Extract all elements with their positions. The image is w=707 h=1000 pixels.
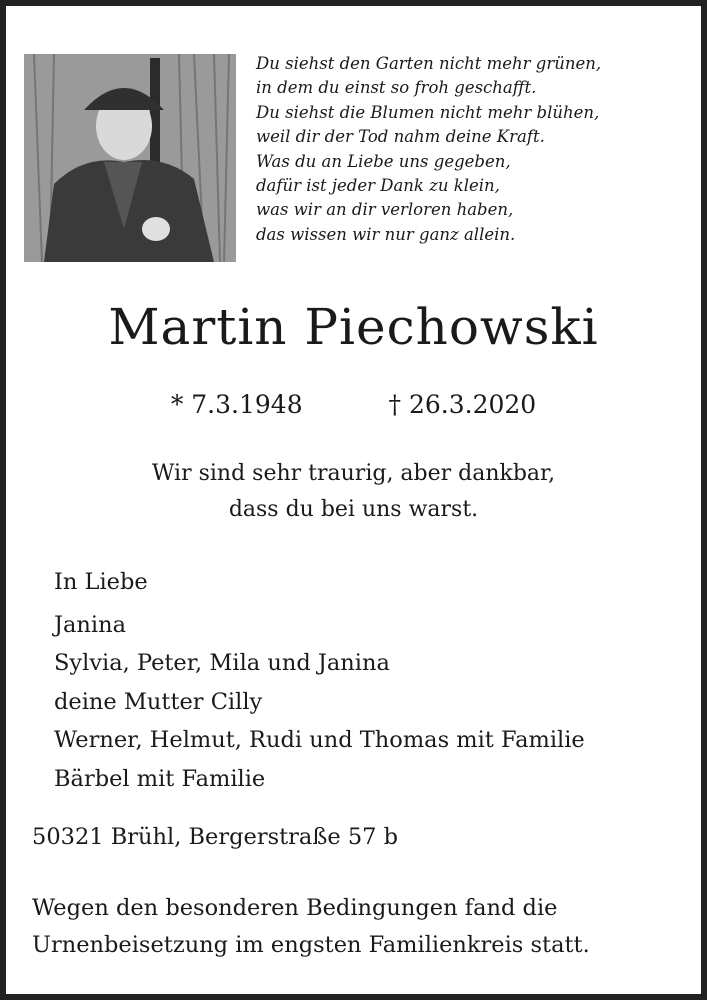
- mourning-quote: [6, 456, 701, 528]
- mourner-line: deine Mutter Cilly: [54, 688, 263, 715]
- burial-notice: [32, 890, 590, 964]
- death-date: 26.3.2020: [408, 390, 537, 419]
- quote-line: Wir sind sehr traurig, aber dankbar,: [151, 461, 556, 486]
- mourner-line: Werner, Helmut, Rudi und Thomas mit Familie: [54, 727, 585, 753]
- notice-line: Urnenbeisetzung im engsten Familienkreis statt.: [32, 932, 590, 958]
- poem-line: Du siehst den Garten nicht mehr grünen,: [256, 54, 602, 73]
- quote-line: dass du bei uns warst.: [228, 497, 479, 522]
- mourner-line: Janina: [54, 611, 127, 638]
- mourner-line: Bärbel mit Familie: [54, 765, 266, 792]
- poem-line: in dem du einst so froh geschafft.: [256, 78, 537, 98]
- poem-line: Du siehst die Blumen nicht mehr blühen,: [256, 102, 600, 122]
- portrait-photo: [24, 54, 236, 262]
- notice-line: Wegen den besonderen Bedingungen fand die: [32, 895, 558, 921]
- mourners-list: [54, 563, 585, 798]
- mourners-intro: In Liebe: [54, 569, 148, 595]
- poem-line: das wissen wir nur ganz allein.: [256, 224, 516, 244]
- poem-line: was wir an dir verloren haben,: [256, 200, 514, 220]
- birth-date: 7.3.1948: [191, 390, 303, 419]
- life-dates: [6, 390, 701, 419]
- deceased-name: Martin Piechowski: [108, 298, 599, 356]
- portrait-illustration: [24, 54, 236, 262]
- poem-line: dafür ist jeder Dank zu klein,: [256, 176, 500, 196]
- death-symbol: †: [388, 390, 401, 419]
- poem-line: weil dir der Tod nahm deine Kraft.: [256, 127, 545, 147]
- family-address: 50321 Brühl, Bergerstraße 57 b: [32, 824, 399, 850]
- mourner-line: Sylvia, Peter, Mila und Janina: [54, 650, 390, 676]
- birth-symbol: *: [170, 390, 184, 419]
- poem-line: Was du an Liebe uns gegeben,: [256, 151, 511, 171]
- poem: [256, 52, 676, 247]
